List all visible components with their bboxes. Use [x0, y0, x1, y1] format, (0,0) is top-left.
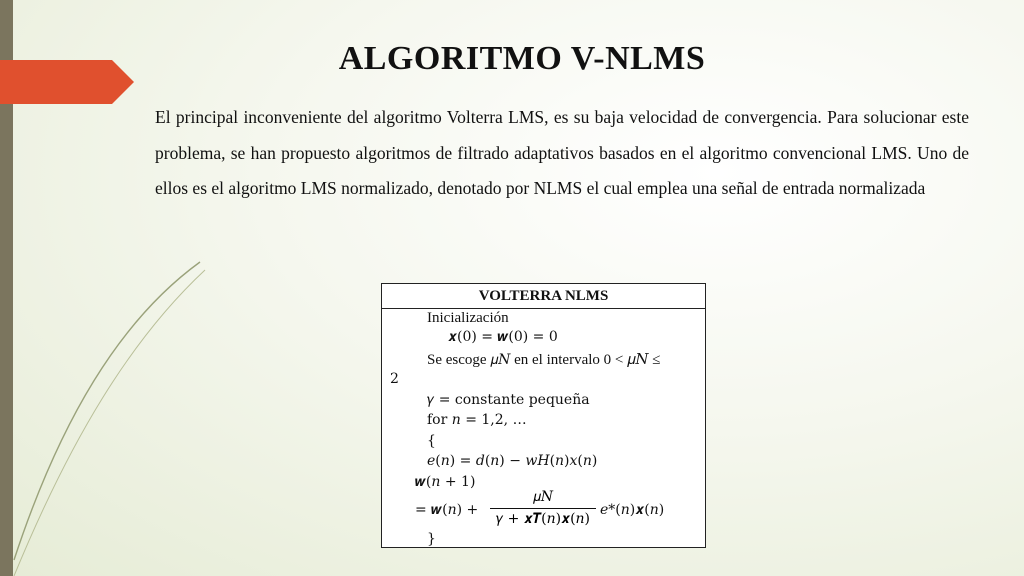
init-equation: 𝒙(0) = 𝒘(0) = 0 [448, 329, 558, 345]
step-size-line [427, 350, 661, 369]
algorithm-table [381, 283, 706, 548]
for-loop-line: for 𝑛 = 1,2, … [427, 412, 527, 428]
algorithm-header: VOLTERRA NLMS [382, 284, 705, 309]
intro-paragraph: El principal inconveniente del algoritmo Volterra LMS, es su baja velocidad de convergencia. Para solucionar este problema, se han propuesto algoritmos de filtrado adaptativos basados en el algoritmo convencional LMS. Uno de ellos es el algoritmo LMS normalizado, denotado por NLMS el cual emplea una señal de entrada normalizada [155, 107, 969, 198]
init-label: Inicialización [427, 310, 509, 326]
update-lhs: 𝒘(𝑛 + 1) [415, 474, 476, 490]
open-brace: { [427, 433, 436, 449]
update-numerator: 𝜇𝑁 [532, 489, 554, 505]
update-rhs-start: = 𝒘(𝑛) + [415, 502, 479, 518]
step-size-upper: 2 [390, 371, 399, 387]
slide-title: ALGORITMO V-NLMS [338, 40, 706, 77]
update-rhs-end: 𝑒*(𝑛)𝒙(𝑛) [600, 502, 665, 518]
mu-symbol: 𝜇𝑁 [490, 352, 511, 368]
fraction-bar [490, 508, 596, 509]
update-denominator: 𝛾 + 𝒙𝑻(𝑛)𝒙(𝑛) [495, 511, 591, 527]
close-brace: } [427, 531, 436, 547]
step-size-interval: en el intervalo 0 < 𝜇𝑁 ≤ [514, 352, 661, 368]
step-size-text: Se escoge [427, 352, 487, 368]
error-equation: 𝑒(𝑛) = 𝑑(𝑛) − 𝑤𝐻(𝑛)𝑥(𝑛) [427, 453, 598, 469]
gamma-line: 𝛾 = constante pequeña [427, 392, 590, 408]
